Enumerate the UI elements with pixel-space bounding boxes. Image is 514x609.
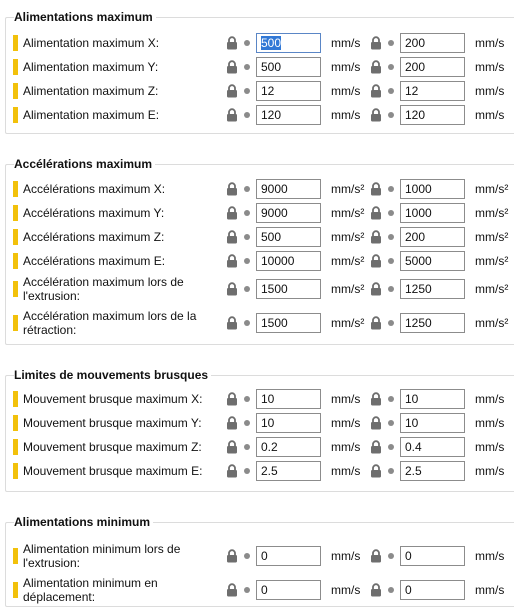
left-value-input[interactable] xyxy=(256,203,321,223)
input-value: 1000 xyxy=(405,182,432,196)
input-value: 0 xyxy=(261,583,268,597)
input-value: 10 xyxy=(261,392,275,406)
dot-icon xyxy=(388,186,394,192)
dot-icon xyxy=(244,186,250,192)
input-value: 500 xyxy=(261,60,282,74)
dot-icon xyxy=(244,396,250,402)
unit-label: mm/s xyxy=(331,416,361,430)
dot-icon xyxy=(388,258,394,264)
setting-label: Alimentation maximum E: xyxy=(23,108,160,122)
lock-icon[interactable] xyxy=(225,206,239,220)
right-value-input[interactable] xyxy=(400,546,465,566)
dot-icon xyxy=(388,40,394,46)
right-value-input[interactable] xyxy=(400,227,465,247)
unit-label: mm/s² xyxy=(475,230,509,244)
unit-label: mm/s xyxy=(475,440,505,454)
unit-label: mm/s xyxy=(475,36,505,50)
unit-label: mm/s xyxy=(331,84,361,98)
lock-icon[interactable] xyxy=(369,84,383,98)
setting-row xyxy=(5,461,514,481)
input-value: 200 xyxy=(405,60,426,74)
dot-icon xyxy=(388,286,394,292)
unit-label: mm/s xyxy=(475,84,505,98)
left-value-input[interactable] xyxy=(256,81,321,101)
left-value-input[interactable] xyxy=(256,179,321,199)
dot-icon xyxy=(244,420,250,426)
input-value: 9000 xyxy=(261,206,288,220)
right-value-input[interactable] xyxy=(400,279,465,299)
left-value-input[interactable] xyxy=(256,33,321,53)
setting-label: Alimentation maximum X: xyxy=(23,36,160,50)
lock-icon[interactable] xyxy=(225,254,239,268)
setting-marker xyxy=(13,548,18,564)
lock-icon[interactable] xyxy=(225,316,239,330)
unit-label: mm/s² xyxy=(331,282,365,296)
setting-row xyxy=(5,81,514,101)
left-value-input[interactable] xyxy=(256,105,321,125)
input-value: 1250 xyxy=(405,316,432,330)
unit-label: mm/s² xyxy=(475,206,509,220)
lock-icon[interactable] xyxy=(225,464,239,478)
unit-label: mm/s xyxy=(475,60,505,74)
setting-label: Mouvement brusque maximum Y: xyxy=(23,416,202,430)
lock-icon[interactable] xyxy=(225,282,239,296)
lock-icon[interactable] xyxy=(369,392,383,406)
lock-icon[interactable] xyxy=(225,416,239,430)
lock-icon[interactable] xyxy=(225,108,239,122)
lock-icon[interactable] xyxy=(369,230,383,244)
lock-icon[interactable] xyxy=(369,416,383,430)
setting-label: Accélérations maximum Z: xyxy=(23,230,165,244)
lock-icon[interactable] xyxy=(225,440,239,454)
left-value-input[interactable] xyxy=(256,227,321,247)
setting-label: Accélération maximum lors de l'extrusion: xyxy=(23,275,184,303)
setting-marker xyxy=(13,463,18,479)
setting-row xyxy=(5,105,514,125)
setting-row xyxy=(5,437,514,457)
right-value-input[interactable] xyxy=(400,203,465,223)
input-value: 1250 xyxy=(405,282,432,296)
setting-marker xyxy=(13,107,18,123)
right-value-input[interactable] xyxy=(400,33,465,53)
unit-label: mm/s xyxy=(331,392,361,406)
setting-row xyxy=(5,274,514,304)
unit-label: mm/s xyxy=(475,392,505,406)
input-value: 2.5 xyxy=(405,464,422,478)
dot-icon xyxy=(244,553,250,559)
dot-icon xyxy=(388,64,394,70)
unit-label: mm/s xyxy=(331,583,361,597)
setting-marker xyxy=(13,281,18,297)
setting-row xyxy=(5,33,514,53)
lock-icon[interactable] xyxy=(225,583,239,597)
setting-label: Accélérations maximum X: xyxy=(23,182,166,196)
group-title: Accélérations maximum xyxy=(14,157,155,171)
lock-icon[interactable] xyxy=(225,84,239,98)
left-value-input[interactable] xyxy=(256,313,321,333)
input-value: 120 xyxy=(261,108,282,122)
setting-row xyxy=(5,413,514,433)
unit-label: mm/s² xyxy=(475,282,509,296)
settings-group xyxy=(5,10,514,134)
unit-label: mm/s xyxy=(331,549,361,563)
dot-icon xyxy=(244,320,250,326)
left-value-input[interactable] xyxy=(256,389,321,409)
setting-marker xyxy=(13,35,18,51)
unit-label: mm/s² xyxy=(331,254,365,268)
setting-label: Mouvement brusque maximum E: xyxy=(23,464,203,478)
left-value-input[interactable] xyxy=(256,57,321,77)
right-value-input[interactable] xyxy=(400,313,465,333)
dot-icon xyxy=(388,444,394,450)
unit-label: mm/s xyxy=(475,583,505,597)
dot-icon xyxy=(244,587,250,593)
group-title: Limites de mouvements brusques xyxy=(14,368,211,382)
left-value-input[interactable] xyxy=(256,251,321,271)
dot-icon xyxy=(388,587,394,593)
right-value-input[interactable] xyxy=(400,57,465,77)
input-value: 0 xyxy=(405,583,412,597)
right-value-input[interactable] xyxy=(400,179,465,199)
setting-row xyxy=(5,541,514,571)
unit-label: mm/s² xyxy=(331,182,365,196)
setting-marker xyxy=(13,83,18,99)
settings-group xyxy=(5,368,514,492)
unit-label: mm/s² xyxy=(331,316,365,330)
dot-icon xyxy=(388,112,394,118)
input-value: 1500 xyxy=(261,282,288,296)
dot-icon xyxy=(388,234,394,240)
dot-icon xyxy=(388,320,394,326)
setting-row xyxy=(5,389,514,409)
right-value-input[interactable] xyxy=(400,580,465,600)
setting-marker xyxy=(13,229,18,245)
setting-label: Accélérations maximum E: xyxy=(23,254,166,268)
lock-icon[interactable] xyxy=(369,549,383,563)
settings-group xyxy=(5,157,514,345)
dot-icon xyxy=(244,444,250,450)
unit-label: mm/s xyxy=(331,440,361,454)
dot-icon xyxy=(244,112,250,118)
dot-icon xyxy=(244,88,250,94)
right-value-input[interactable] xyxy=(400,389,465,409)
dot-icon xyxy=(388,553,394,559)
dot-icon xyxy=(244,258,250,264)
lock-icon[interactable] xyxy=(369,108,383,122)
dot-icon xyxy=(388,210,394,216)
left-value-input[interactable] xyxy=(256,580,321,600)
setting-row xyxy=(5,251,514,271)
input-value: 2.5 xyxy=(261,464,278,478)
setting-label: Alimentation maximum Z: xyxy=(23,84,159,98)
setting-marker xyxy=(13,391,18,407)
lock-icon[interactable] xyxy=(369,254,383,268)
group-title: Alimentations minimum xyxy=(14,515,153,529)
dot-icon xyxy=(244,234,250,240)
dot-icon xyxy=(244,40,250,46)
left-value-input[interactable] xyxy=(256,546,321,566)
input-value: 12 xyxy=(261,84,275,98)
lock-icon[interactable] xyxy=(369,464,383,478)
left-value-input[interactable] xyxy=(256,413,321,433)
unit-label: mm/s xyxy=(331,108,361,122)
unit-label: mm/s xyxy=(331,36,361,50)
input-value: 12 xyxy=(405,84,419,98)
setting-label: Mouvement brusque maximum Z: xyxy=(23,440,202,454)
setting-marker xyxy=(13,439,18,455)
right-value-input[interactable] xyxy=(400,437,465,457)
setting-row xyxy=(5,308,514,338)
unit-label: mm/s xyxy=(331,60,361,74)
lock-icon[interactable] xyxy=(225,36,239,50)
setting-label: Accélération maximum lors de la rétraction: xyxy=(23,309,197,337)
setting-label: Alimentation minimum lors de l'extrusion: xyxy=(23,542,181,570)
dot-icon xyxy=(244,64,250,70)
input-value: 200 xyxy=(405,230,426,244)
input-value: 200 xyxy=(405,36,426,50)
input-value: 1500 xyxy=(261,316,288,330)
setting-label: Accélérations maximum Y: xyxy=(23,206,165,220)
input-value: 10 xyxy=(261,416,275,430)
unit-label: mm/s xyxy=(475,464,505,478)
setting-label: Mouvement brusque maximum X: xyxy=(23,392,203,406)
input-value: 0 xyxy=(261,549,268,563)
input-value: 10000 xyxy=(261,254,295,268)
setting-marker xyxy=(13,181,18,197)
lock-icon[interactable] xyxy=(369,206,383,220)
lock-icon[interactable] xyxy=(369,182,383,196)
dot-icon xyxy=(244,210,250,216)
group-title: Alimentations maximum xyxy=(14,10,156,24)
setting-row xyxy=(5,57,514,77)
unit-label: mm/s² xyxy=(475,254,509,268)
lock-icon[interactable] xyxy=(369,60,383,74)
lock-icon[interactable] xyxy=(369,36,383,50)
setting-row xyxy=(5,575,514,605)
input-value: 10 xyxy=(405,392,419,406)
lock-icon[interactable] xyxy=(225,60,239,74)
right-value-input[interactable] xyxy=(400,251,465,271)
setting-row xyxy=(5,227,514,247)
dot-icon xyxy=(244,286,250,292)
dot-icon xyxy=(388,396,394,402)
unit-label: mm/s xyxy=(331,464,361,478)
left-value-input[interactable] xyxy=(256,279,321,299)
left-value-input[interactable] xyxy=(256,461,321,481)
setting-marker xyxy=(13,315,18,331)
lock-icon[interactable] xyxy=(225,392,239,406)
input-value: 0.2 xyxy=(261,440,278,454)
input-value: 1000 xyxy=(405,206,432,220)
lock-icon[interactable] xyxy=(369,316,383,330)
unit-label: mm/s² xyxy=(475,182,509,196)
setting-marker xyxy=(13,205,18,221)
dot-icon xyxy=(244,468,250,474)
dot-icon xyxy=(388,88,394,94)
input-value: 10 xyxy=(405,416,419,430)
lock-icon[interactable] xyxy=(225,182,239,196)
unit-label: mm/s xyxy=(475,549,505,563)
input-value: 5000 xyxy=(405,254,432,268)
lock-icon[interactable] xyxy=(369,282,383,296)
setting-marker xyxy=(13,582,18,598)
unit-label: mm/s xyxy=(475,416,505,430)
lock-icon[interactable] xyxy=(369,583,383,597)
lock-icon[interactable] xyxy=(225,549,239,563)
setting-label: Alimentation minimum en déplacement: xyxy=(23,576,158,604)
left-value-input[interactable] xyxy=(256,437,321,457)
dot-icon xyxy=(388,420,394,426)
unit-label: mm/s² xyxy=(331,206,365,220)
setting-marker xyxy=(13,415,18,431)
input-value: 0.4 xyxy=(405,440,422,454)
setting-marker xyxy=(13,253,18,269)
unit-label: mm/s² xyxy=(475,316,509,330)
selected-text: 500 xyxy=(261,36,282,50)
setting-marker xyxy=(13,59,18,75)
right-value-input[interactable] xyxy=(400,81,465,101)
unit-label: mm/s xyxy=(475,108,505,122)
lock-icon[interactable] xyxy=(225,230,239,244)
right-value-input[interactable] xyxy=(400,105,465,125)
right-value-input[interactable] xyxy=(400,413,465,433)
input-value: 9000 xyxy=(261,182,288,196)
lock-icon[interactable] xyxy=(369,440,383,454)
settings-group xyxy=(5,515,514,607)
unit-label: mm/s² xyxy=(331,230,365,244)
setting-row xyxy=(5,179,514,199)
dot-icon xyxy=(388,468,394,474)
input-value: 120 xyxy=(405,108,426,122)
setting-label: Alimentation maximum Y: xyxy=(23,60,159,74)
right-value-input[interactable] xyxy=(400,461,465,481)
input-value: 0 xyxy=(405,549,412,563)
input-value: 500 xyxy=(261,230,282,244)
setting-row xyxy=(5,203,514,223)
